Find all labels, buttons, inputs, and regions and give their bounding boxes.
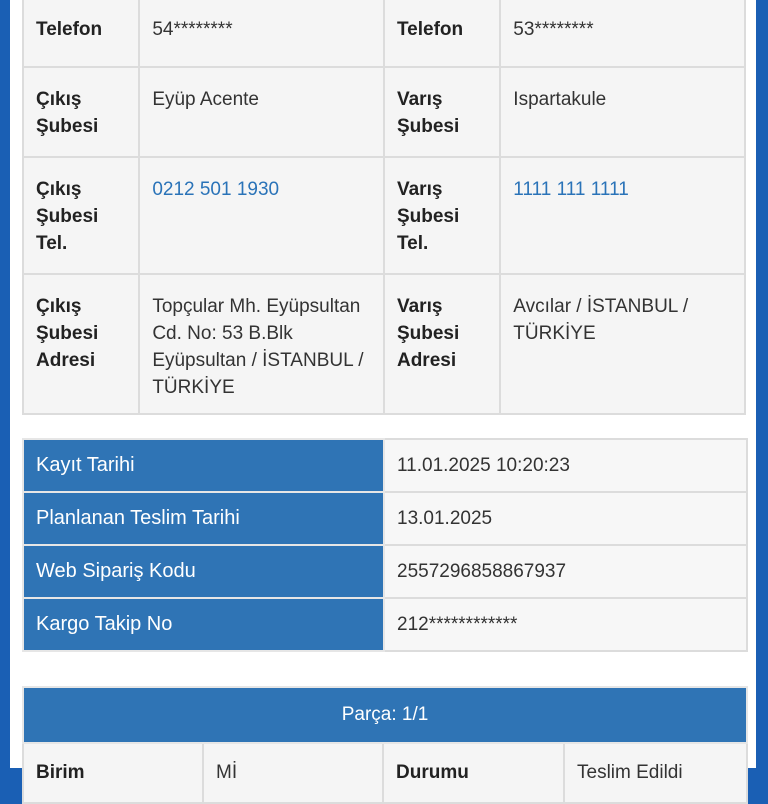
departure-branch-address-value: Topçular Mh. Eyüpsultan Cd. No: 53 B.Blk Eyüpsultan / İSTANBUL / TÜRKİYE [139, 274, 384, 414]
receiver-phone-label: Telefon [384, 0, 500, 67]
departure-branch-value: Eyüp Acente [139, 67, 384, 157]
web-order-code-label: Web Sipariş Kodu [23, 545, 384, 598]
shipment-detail-panel [10, 0, 756, 783]
sender-phone-label: Telefon [23, 0, 139, 67]
tracking-number-value: 212************ [384, 598, 747, 651]
table-row [23, 439, 747, 492]
arrival-branch-address-value: Avcılar / İSTANBUL / TÜRKİYE [500, 274, 745, 414]
arrival-branch-phone-link[interactable]: 1111 111 1111 [513, 179, 629, 200]
departure-branch-phone-label: Çıkış Şubesi Tel. [23, 157, 139, 274]
unit-label: Birim [23, 743, 203, 803]
planned-delivery-label: Planlanan Teslim Tarihi [23, 492, 384, 545]
arrival-branch-value: Ispartakule [500, 67, 745, 157]
table-row [23, 492, 747, 545]
table-row [23, 687, 747, 743]
table-row [23, 67, 745, 157]
arrival-branch-label: Varış Şubesi [384, 67, 500, 157]
arrival-branch-phone-cell [500, 157, 745, 274]
departure-branch-phone-link[interactable]: 0212 501 1930 [152, 179, 280, 200]
table-row [23, 743, 747, 803]
unit-value: Mİ [203, 743, 383, 803]
arrival-branch-phone-label: Varış Şubesi Tel. [384, 157, 500, 274]
arrival-branch-address-label: Varış Şubesi Adresi [384, 274, 500, 414]
status-label: Durumu [383, 743, 564, 803]
departure-branch-address-label: Çıkış Şubesi Adresi [23, 274, 139, 414]
part-table [22, 686, 748, 804]
table-row [23, 157, 745, 274]
sender-phone-value: 54******** [139, 0, 384, 67]
table-row [23, 274, 745, 414]
web-order-code-value: 2557296858867937 [384, 545, 747, 598]
branch-info-table [22, 0, 746, 415]
table-row [23, 0, 745, 67]
receiver-phone-value: 53******** [500, 0, 745, 67]
part-header: Parça: 1/1 [23, 687, 747, 743]
tracking-number-label: Kargo Takip No [23, 598, 384, 651]
shipment-dates-table [22, 438, 748, 652]
registration-date-label: Kayıt Tarihi [23, 439, 384, 492]
planned-delivery-value: 13.01.2025 [384, 492, 747, 545]
table-row [23, 598, 747, 651]
registration-date-value: 11.01.2025 10:20:23 [384, 439, 747, 492]
departure-branch-label: Çıkış Şubesi [23, 67, 139, 157]
departure-branch-phone-cell [139, 157, 384, 274]
status-value: Teslim Edildi [564, 743, 747, 803]
table-row [23, 545, 747, 598]
